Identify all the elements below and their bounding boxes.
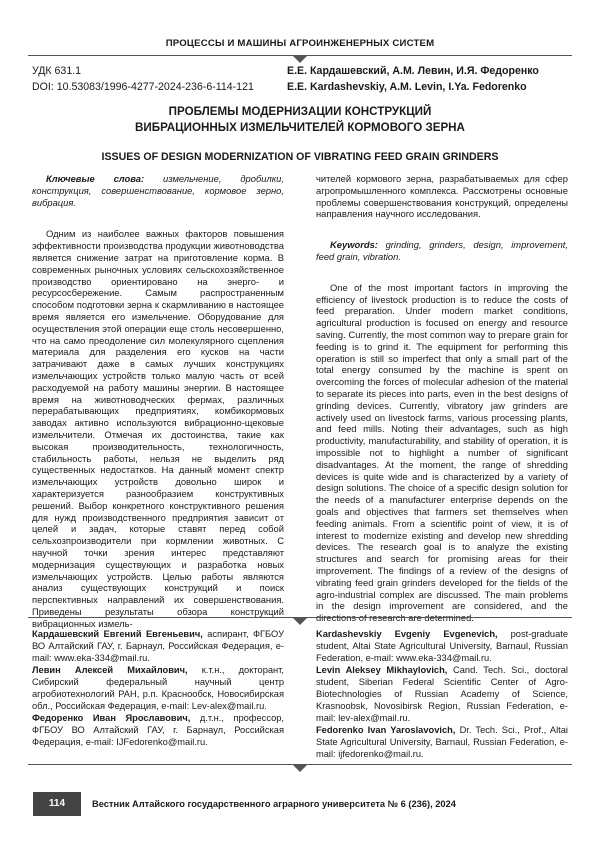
author-en-1: Kardashevskiy Evgeniy Evgenevich, post-graduate student, Altai State Agricultural University, Barnaul, Russian Federation, e-mail: www.eka-334@mail.ru.: [316, 629, 568, 663]
doi: DOI: 10.53083/1996-4277-2024-236-6-114-121: [32, 81, 254, 93]
running-header: ПРОЦЕССЫ И МАШИНЫ АГРОИНЖЕНЕРНЫХ СИСТЕМ: [165, 38, 435, 49]
bottom-triangle-icon: [292, 764, 308, 772]
authors-ru-line: Е.Е. Кардашевский, А.М. Левин, И.Я. Федоренко: [287, 65, 539, 77]
keywords-en: Keywords: grinding, grinders, design, improvement, feed grain, vibration.: [316, 239, 568, 262]
abstract-en: [316, 173, 568, 624]
authors-en-line: E.E. Kardashevskiy, A.M. Levin, I.Ya. Fedorenko: [287, 81, 527, 93]
header-triangle-icon: [292, 55, 308, 63]
abstract-ru-continuation: чителей кормового зерна, разрабатываемых для сфер агропромышленного комплекса. Рассмотрены основные проблемы совершенствования конструкций, определены направления научного исследования.: [316, 173, 568, 220]
author-ru-2: Левин Алексей Михайлович, к.т.н., докторант, Сибирский федеральный научный центр агробиотехнологий РАН, р.п. Краснообск, Новосибирская обл., Российская Федерация, e-mail: Lev-alex@mail.ru.: [32, 665, 284, 711]
meta-left: [32, 63, 254, 95]
journal-name: Вестник Алтайского государственного аграрного университета № 6 (236), 2024: [92, 799, 456, 809]
title-ru: ПРОБЛЕМЫ МОДЕРНИЗАЦИИ КОНСТРУКЦИЙ ВИБРАЦИОННЫХ ИЗМЕЛЬЧИТЕЛЕЙ КОРМОВОГО ЗЕРНА: [135, 105, 465, 134]
authors-info-ru: [32, 628, 284, 748]
author-en-3: Fedorenko Ivan Yaroslavovich, Dr. Tech. Sci., Prof., Altai State Agricultural University, Barnaul, Russian Federation, e-mail: ijfedorenko@mail.ru.: [316, 725, 568, 759]
title-en: ISSUES OF DESIGN MODERNIZATION OF VIBRATING FEED GRAIN GRINDERS: [101, 151, 499, 163]
meta-right: [287, 63, 539, 95]
authors-info-en: [316, 628, 568, 760]
page-number: 114: [33, 792, 81, 816]
author-en-2: Levin Aleksey Mikhaylovich, Cand. Tech. Sci., doctoral student, Siberian Federal Scientific Center of Agro-Biotechnologies of Russian Academy of Science, Krasnoobsk, Novosibirsk Region, Russian Federation, e-mail: lev-alex@mail.ru.: [316, 665, 568, 723]
abstract-ru-body: Одним из наиболее важных факторов повышения эффективности производства продукции животноводства является снижение затрат на приготовление корма. В современных рыночных условиях сельскохозяйственное производство ориентировано на энерго- и ресурсосбережение. Самым распространенным способом подготовки зерна к скармливанию в настоящее время является его измельчение. Оборудование для осуществления этой операции еще столь несовершенно, что на само преодоление сил молекулярного сцепления материала для разделения его кусков на части затрачивают даже в самых лучших конструкциях измельчающих устройств только малую часть от всей расходуемой на работу машины энергии. В настоящее время на животноводческих фермах, различных перерабатывающих предприятиях, комбикормовых заводах активно используются вибрационно-щековые измельчители. Отмечая их достоинства, такие как высокая производительность, технологичность, стабильность работы, нельзя не выделить ряд существенных недостатков. На данный момент спектр измельчающих устройств довольно широк и характеризуется разнообразием конструктивных решений. Выбор конкретного конструктивного решения для нужд производственного предприятия зависит от целей и задач, которые ставят перед собой сельхозпроизводители при кормлении животных. С научной точки зрения интерес представляют модернизация существующих и разработка новых измельчающих устройств. Целью работы являются анализ существующих конструкций и поиск перспективных направлений их совершенствования. Приведены результаты обзора конструкций вибрационных измель-: [32, 228, 284, 629]
author-ru-1: Кардашевский Евгений Евгеньевич, аспирант, ФГБОУ ВО Алтайский ГАУ, г. Барнаул, Российская Федерация, e-mail: www.eka-334@mail.ru.: [32, 629, 284, 663]
udc: УДК 631.1: [32, 65, 82, 77]
abstract-ru: [32, 173, 284, 629]
abstract-en-body: One of the most important factors in improving the efficiency of livestock production is to reduce the costs of feed preparation. Under modern market conditions, agricultural production is focused on energy and resource saving. Currently, the most common way to prepare grain for feeding is to grind it. The equipment for performing this operation is still so imperfect that only a small part of the total energy consumed by the machine is spent on overcoming the forces of molecular adhesion of the material to separate its pieces into parts, even in the best designs of grinding devices. Currently, vibratory jaw grinders are actively used on livestock farms, various processing plants, and feed mills. Noting their advantages, such as high productivity, manufacturability, and stability of operation, it is impossible not to highlight a number of significant disadvantages. At the moment, the range of shredding devices is quite wide and is characterized by a variety of design solutions. The choice of a specific design solution for the needs of a manufacturer enterprise depends on the goals and objectives that farmers set themselves when feeding animals. From a scientific point of view, it is of interest to modernize existing and develop new shredding devices. The research goal is to analyze the existing structures and search for promising areas for their improvement. The findings of a review of the designs of vibrating feed grain grinders developed for the fields of the agro-industrial complex are discussed. The main problems in the design improvement are considered, and the directions of research are determined.: [316, 281, 568, 624]
middle-triangle-icon: [292, 617, 308, 625]
keywords-ru: Ключевые слова: измельчение, дробилки, конструкция, совершенствование, кормовое зерно, вибрация.: [32, 173, 285, 208]
author-ru-3: Федоренко Иван Ярославович, д.т.н., профессор, ФГБОУ ВО Алтайский ГАУ, г. Барнаул, Российская Федерация, e-mail: IJFedorenko@mail.ru.: [32, 713, 284, 747]
